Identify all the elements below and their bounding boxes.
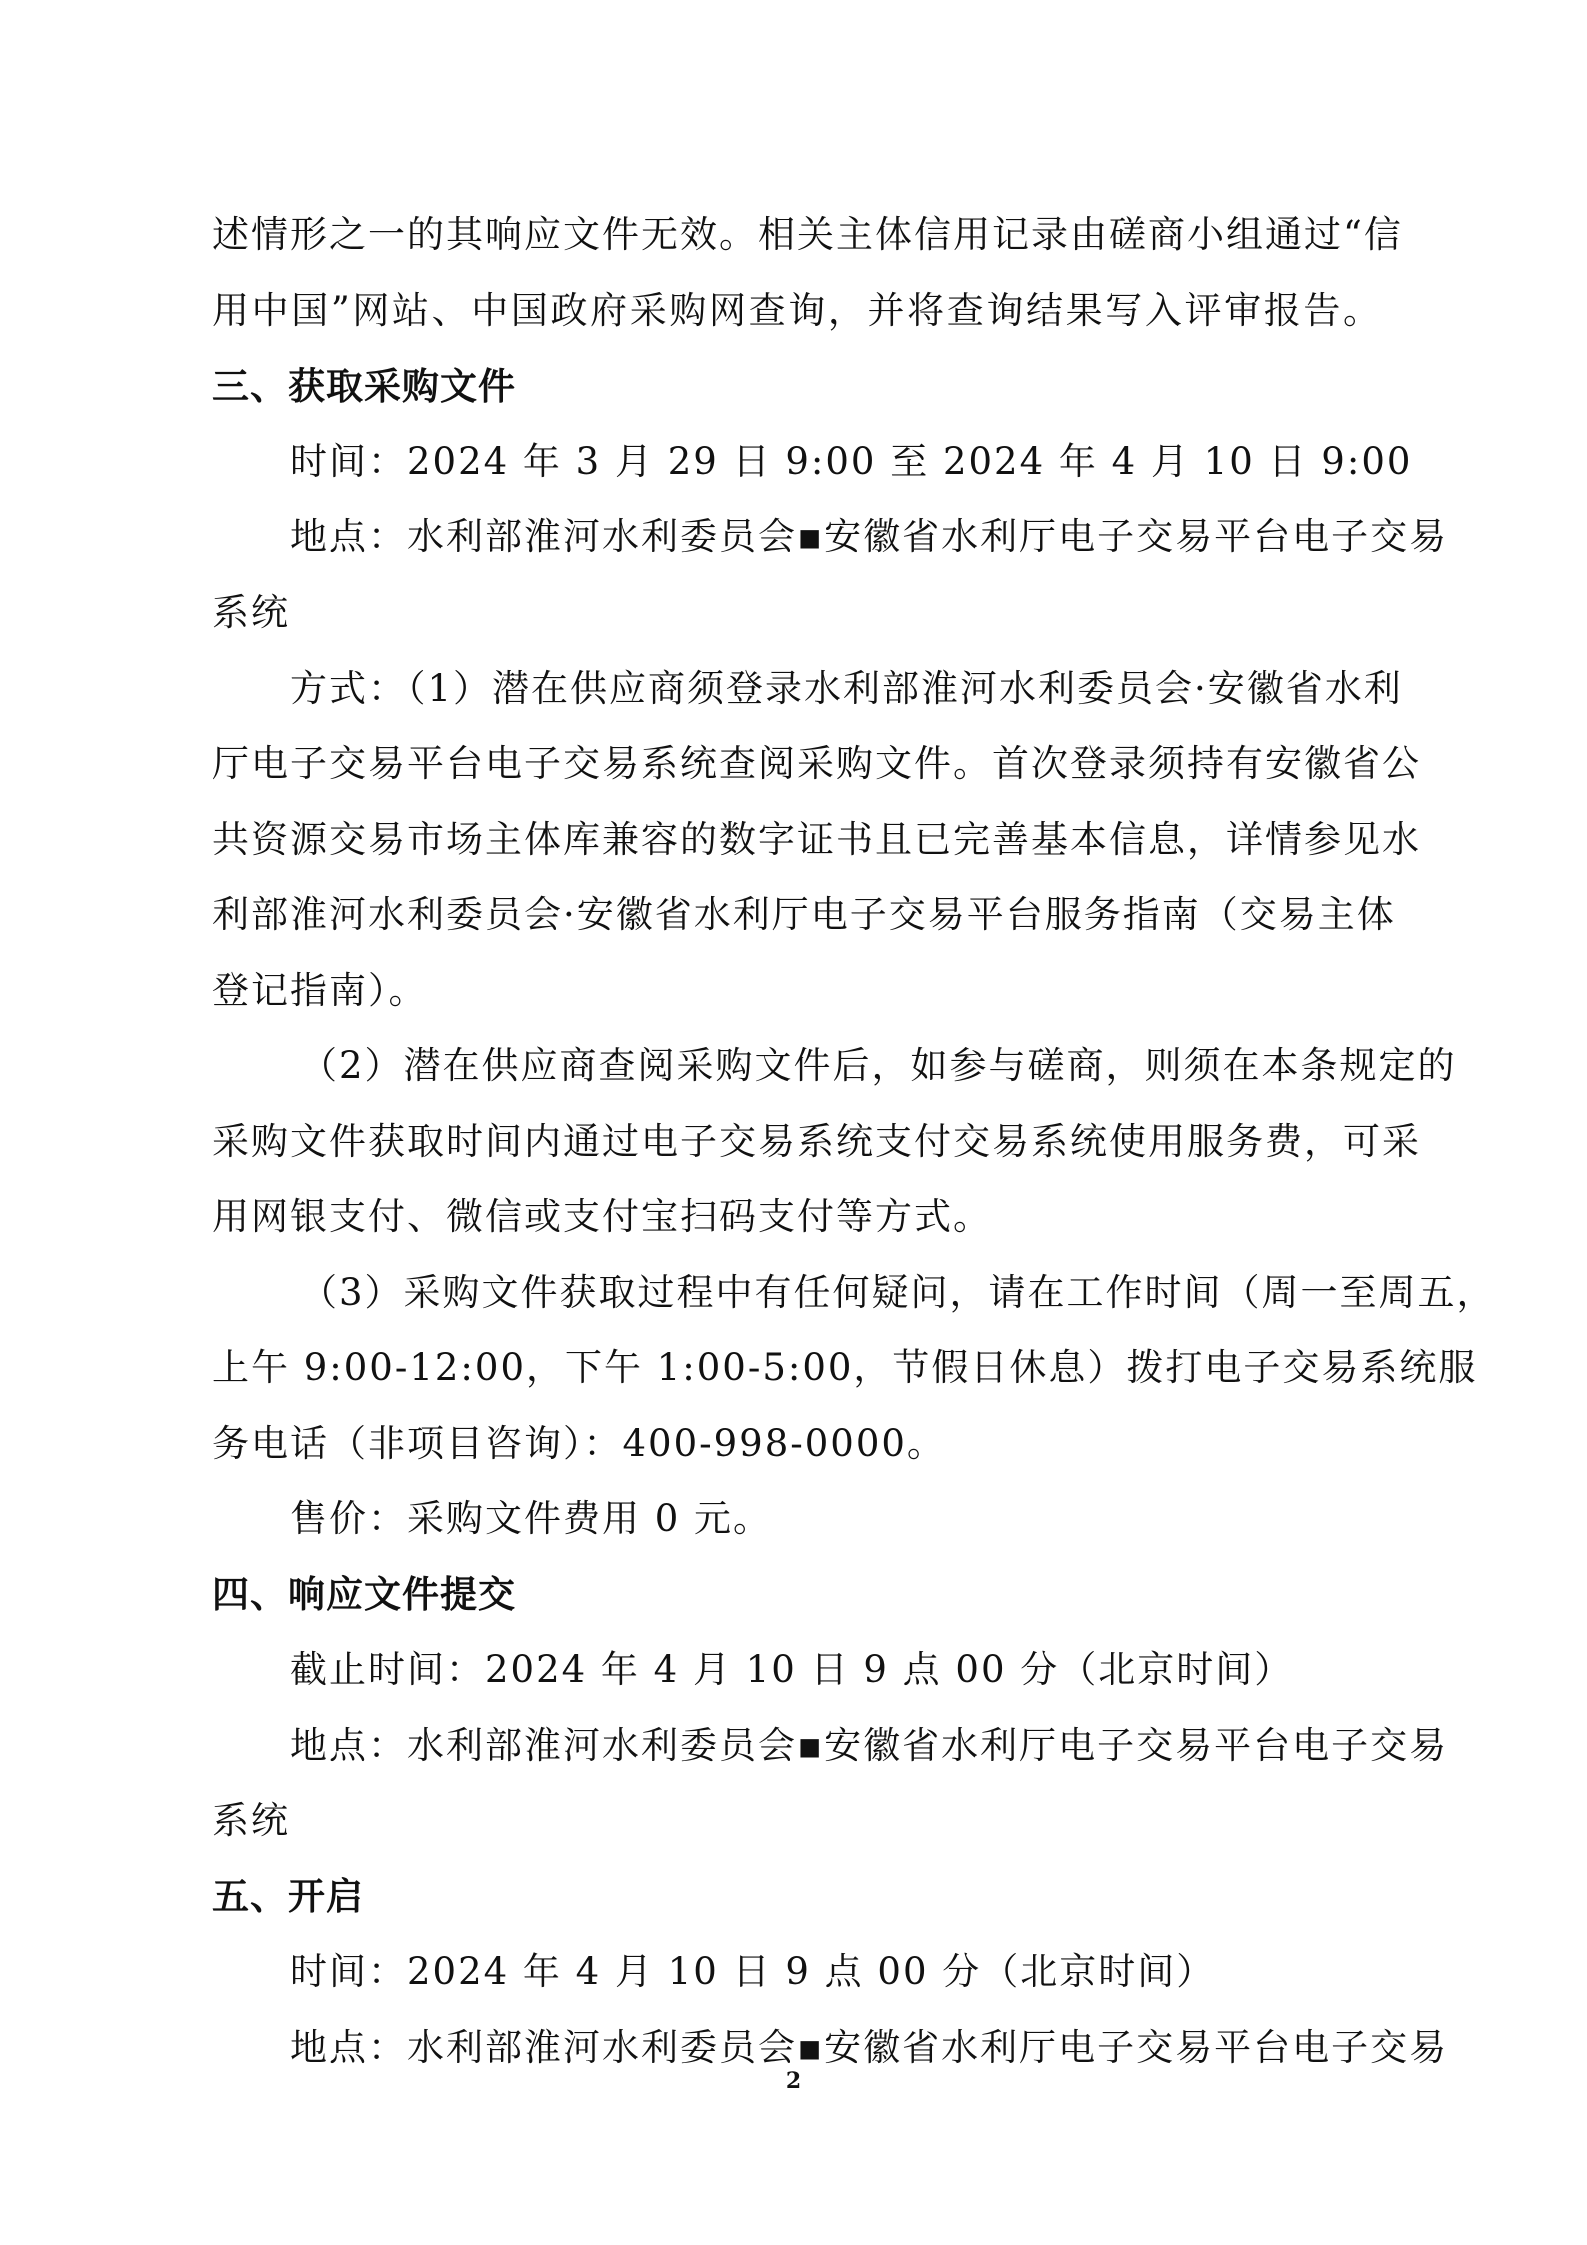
paragraph-line: 系统: [212, 591, 290, 634]
paragraph-line: 厅电子交易平台电子交易系统查阅采购文件。首次登录须持有安徽省公: [212, 742, 1421, 785]
paragraph-line: 售价：采购文件费用 0 元。: [290, 1497, 773, 1540]
paragraph-line: 时间：2024 年 3 月 29 日 9:00 至 2024 年 4 月 10 日 9:00: [290, 440, 1413, 483]
paragraph-line: 截止时间：2024 年 4 月 10 日 9 点 00 分（北京时间）: [290, 1648, 1294, 1691]
paragraph-line: 述情形之一的其响应文件无效。相关主体信用记录由磋商小组通过“信: [212, 213, 1403, 256]
section-heading-3: 三、获取采购文件: [212, 365, 516, 408]
paragraph-line: 采购文件获取时间内通过电子交易系统支付交易系统使用服务费，可采: [212, 1120, 1421, 1163]
paragraph-line: 用中国”网站、中国政府采购网查询，并将查询结果写入评审报告。: [212, 289, 1382, 332]
paragraph-line: 方式：（1）潜在供应商须登录水利部淮河水利委员会·安徽省水利: [290, 667, 1403, 710]
paragraph-line: 系统: [212, 1799, 290, 1842]
paragraph-line: 利部淮河水利委员会·安徽省水利厅电子交易平台服务指南（交易主体: [212, 893, 1396, 936]
paragraph-line: （2）潜在供应商查阅采购文件后，如参与磋商，则须在本条规定的: [300, 1044, 1457, 1087]
paragraph-line: 共资源交易市场主体库兼容的数字证书且已完善基本信息，详情参见水: [212, 818, 1421, 861]
paragraph-line: 上午 9:00-12:00，下午 1:00-5:00，节假日休息）拨打电子交易系统服: [212, 1346, 1478, 1389]
paragraph-line: 登记指南）。: [212, 969, 428, 1012]
paragraph-line: 地点：水利部淮河水利委员会▪安徽省水利厅电子交易平台电子交易: [290, 515, 1449, 558]
paragraph-line: 时间：2024 年 4 月 10 日 9 点 00 分（北京时间）: [290, 1950, 1216, 1993]
paragraph-line: 地点：水利部淮河水利委员会▪安徽省水利厅电子交易平台电子交易: [290, 1724, 1449, 1767]
paragraph-line: （3）采购文件获取过程中有任何疑问，请在工作时间（周一至周五，: [300, 1271, 1496, 1314]
section-heading-5: 五、开启: [212, 1875, 364, 1918]
paragraph-line: 用网银支付、微信或支付宝扫码支付等方式。: [212, 1195, 992, 1238]
page-number: 2: [785, 2068, 802, 2094]
paragraph-line: 务电话（非项目咨询）：400-998-0000。: [212, 1422, 946, 1465]
section-heading-4: 四、响应文件提交: [212, 1573, 516, 1616]
paragraph-line: 地点：水利部淮河水利委员会▪安徽省水利厅电子交易平台电子交易: [290, 2026, 1449, 2069]
